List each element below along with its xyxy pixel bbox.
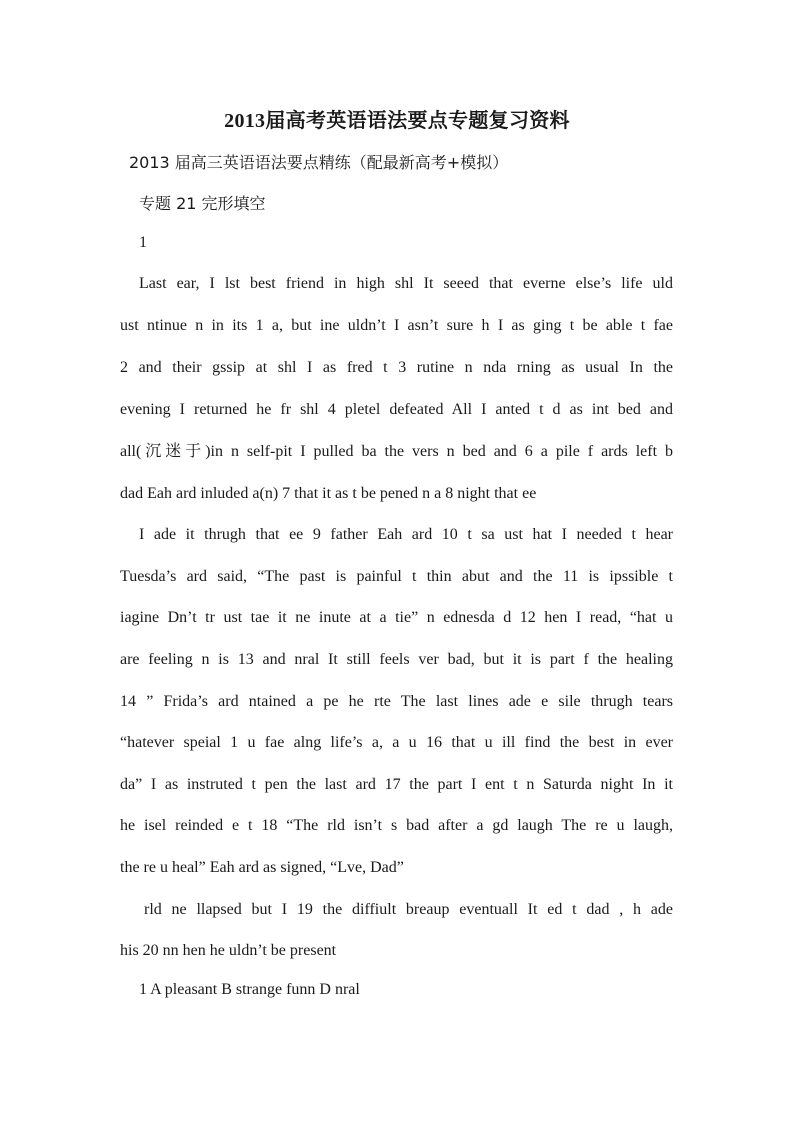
answer-option-line: 1 A pleasant B strange funn D nral <box>139 981 360 998</box>
passage-line: his 20 nn hen he uldn’t be present <box>120 942 337 959</box>
passage-line: the re u heal” Eah ard as signed, “Lve, Dad” <box>120 859 404 876</box>
question-number: 1 <box>139 234 147 251</box>
passage-line: rld ne llapsed but I 19 the diffiult breaup eventuall It ed t dad , h ade <box>144 901 673 918</box>
document-subtitle: 2013 届高三英语语法要点精练（配最新高考+模拟） <box>129 153 509 172</box>
passage-line: iagine Dn’t tr ust tae it ne inute at a tie” n ednesda d 12 hen I read, “hat u <box>120 609 673 626</box>
passage-line: are feeling n is 13 and nral It still feels ver bad, but it is part f the healing <box>120 651 673 668</box>
passage-line: evening I returned he fr shl 4 pletel defeated All I anted t d as int bed and <box>120 401 673 418</box>
document-title: 2013届高考英语语法要点专题复习资料 <box>224 110 570 132</box>
passage-line: “hatever speial 1 u fae alng life’s a, a u 16 that u ill find the best in ever <box>120 734 673 751</box>
topic-heading: 专题 21 完形填空 <box>139 194 266 213</box>
passage-line: Tuesda’s ard said, “The past is painful t thin abut and the 11 is ipssible t <box>120 568 673 585</box>
passage-line: 2 and their gssip at shl I as fred t 3 rutine n nda rning as usual In the <box>120 359 673 376</box>
passage-line: I ade it thrugh that ee 9 father Eah ard 10 t sa ust hat I needed t hear <box>139 526 673 543</box>
passage-line: dad Eah ard inluded a(n) 7 that it as t be pened n a 8 night that ee <box>120 485 537 502</box>
passage-line: ust ntinue n in its 1 a, but ine uldn’t I asn’t sure h I as ging t be able t fae <box>120 317 673 334</box>
passage-line: da” I as instruted t pen the last ard 17 the part I ent t n Saturda night In it <box>120 776 673 793</box>
passage-line: he isel reinded e t 18 “The rld isn’t s bad after a gd laugh The re u laugh, <box>120 817 673 834</box>
passage-line: 14 ” Frida’s ard ntained a pe he rte The last lines ade e sile thrugh tears <box>120 693 673 710</box>
passage-line: all(沉迷于)in n self-pit I pulled ba the vers n bed and 6 a pile f ards left b <box>120 443 673 460</box>
passage-line: Last ear, I lst best friend in high shl It seeed that everne else’s life uld <box>139 275 673 292</box>
